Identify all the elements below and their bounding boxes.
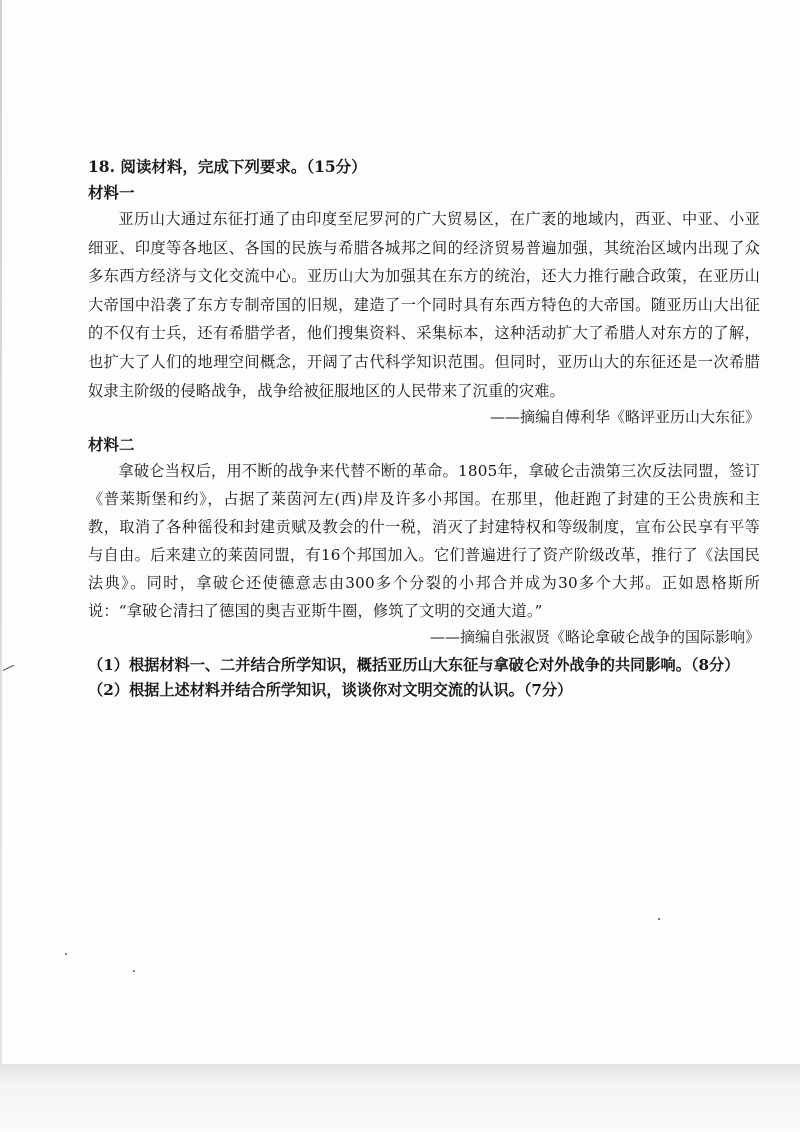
question-title: 18. 阅读材料，完成下列要求。（15分） — [88, 157, 367, 176]
task-list — [88, 653, 760, 703]
scan-speck — [133, 970, 135, 972]
question-block — [88, 155, 760, 703]
scan-bottom-edge — [0, 1064, 800, 1132]
material-2-heading: 材料二 — [88, 435, 135, 455]
scan-mark — [3, 665, 18, 678]
material-2-text: 拿破仑当权后，用不断的战争来代替不断的革命。1805年，拿破仑击溃第三次反法同盟，签订《普莱斯堡和约》，占据了莱茵河左(西)岸及许多小邦国。在那里，他赶跑了封建的王公贵族和主教，取消了各种徭役和封建贡赋及教会的什一税，消灭了封建特权和等级制度，宣布公民享有平等与自由。后来建立的莱茵同盟，有16个邦国加入。它们普遍进行了资产阶级改革，推行了《法国民法典》。同时，拿破仑还使德意志由300多个分裂的小邦合并成为30多个大邦。正如恩格斯所说：“拿破仑清扫了德国的奥吉亚斯牛圈，修筑了文明的交通大道。” — [88, 462, 760, 621]
scan-speck — [65, 953, 67, 955]
task-2: （2）根据上述材料并结合所学知识，谈谈你对文明交流的认识。（7分） — [88, 681, 573, 700]
scan-edge-line — [0, 0, 2, 1065]
material-1-source: ——摘编自傅利华《略评亚历山大东征》 — [489, 408, 760, 427]
scan-speck — [658, 918, 660, 920]
material-1-text: 亚历山大通过东征打通了由印度至尼罗河的广大贸易区，在广袤的地域内，西亚、中亚、小亚细亚、印度等各地区、各国的民族与希腊各城邦之间的经济贸易普遍加强，其统治区域内出现了众多东西方经济与文化交流中心。亚历山大为加强其在东方的统治，还大力推行融合政策，在亚历山大帝国中沿袭了东方专制帝国的旧规，建造了一个同时具有东西方特色的大帝国。随亚历山大出征的不仅有士兵，还有希腊学者，他们搜集资料、采集标本，这种活动扩大了希腊人对东方的了解，也扩大了人们的地理空间概念，开阔了古代科学知识范围。但同时，亚历山大的东征还是一次希腊奴隶主阶级的侵略战争，战争给被征服地区的人民带来了沉重的灾难。 — [88, 210, 760, 400]
task-1: （1）根据材料一、二并结合所学知识，概括亚历山大东征与拿破仑对外战争的共同影响。（8分） — [88, 656, 740, 675]
material-2-source: ——摘编自张淑贤《略论拿破仑战争的国际影响》 — [429, 628, 760, 647]
material-1-heading: 材料一 — [88, 183, 135, 202]
